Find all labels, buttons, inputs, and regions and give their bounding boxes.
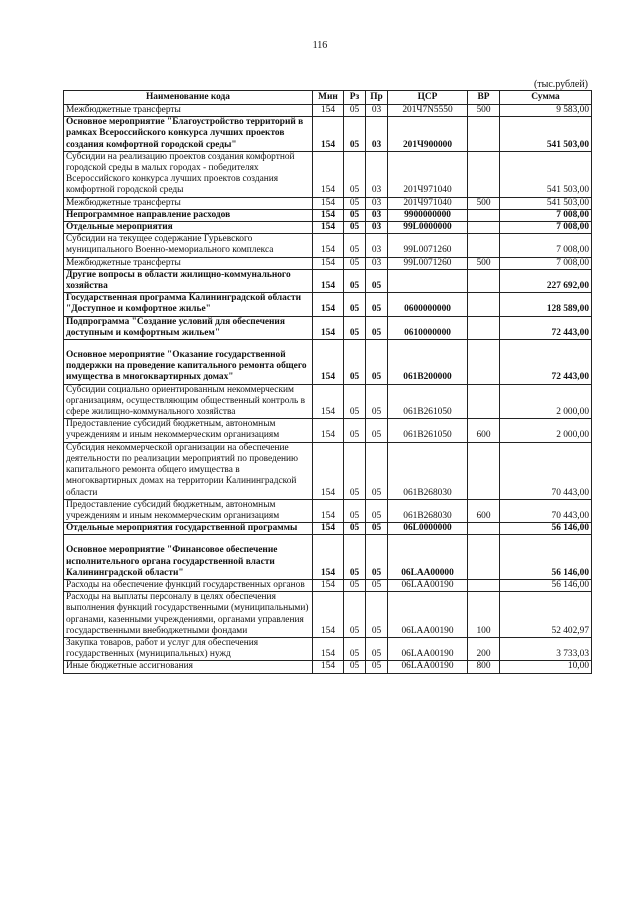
cell-vr [468,151,500,197]
cell-csr: 06L0000000 [388,523,468,535]
cell-csr: 201Ч971040 [388,197,468,209]
cell-min: 154 [313,579,344,591]
cell-name: Отдельные мероприятия [64,222,313,234]
cell-csr: 201Ч900000 [388,117,468,152]
cell-sum: 2 000,00 [500,419,592,442]
cell-csr: 06LAA00190 [388,579,468,591]
cell-vr [468,316,500,339]
cell-sum: 7 008,00 [500,257,592,269]
cell-pr: 05 [366,316,388,339]
cell-name: Закупка товаров, работ и услуг для обеспечения государственных (муниципальных) нужд [64,637,313,660]
cell-csr: 0600000000 [388,293,468,316]
table-row [64,637,592,660]
cell-pr: 03 [366,209,388,221]
cell-vr: 100 [468,592,500,638]
cell-rz: 05 [344,340,366,385]
cell-pr: 05 [366,523,388,535]
cell-rz: 05 [344,293,366,316]
cell-rz: 05 [344,579,366,591]
cell-rz: 05 [344,442,366,499]
table-row [64,269,592,292]
cell-name: Межбюджетные трансферты [64,197,313,209]
cell-pr: 03 [366,257,388,269]
cell-name: Предоставление субсидий бюджетным, автономным учреждениям и иным некоммерческим организациям [64,419,313,442]
cell-min: 154 [313,535,344,580]
cell-pr: 05 [366,269,388,292]
cell-sum: 7 008,00 [500,209,592,221]
table-row [64,579,592,591]
cell-rz: 05 [344,151,366,197]
cell-rz: 05 [344,523,366,535]
cell-vr [468,234,500,257]
cell-rz: 05 [344,234,366,257]
cell-pr: 05 [366,293,388,316]
cell-csr: 99L0000000 [388,222,468,234]
table-row [64,257,592,269]
cell-pr: 05 [366,535,388,580]
cell-vr [468,222,500,234]
cell-pr: 05 [366,592,388,638]
cell-pr: 05 [366,579,388,591]
cell-min: 154 [313,293,344,316]
cell-sum: 56 146,00 [500,535,592,580]
cell-name: Предоставление субсидий бюджетным, автономным учреждениям и иным некоммерческим организациям [64,499,313,522]
cell-vr [468,384,500,419]
cell-min: 154 [313,151,344,197]
table-row [64,499,592,522]
cell-name: Основное мероприятие "Финансовое обеспечение исполнительного органа государственной власти Калининградской области" [64,535,313,580]
table-row [64,340,592,385]
cell-min: 154 [313,523,344,535]
cell-sum: 7 008,00 [500,234,592,257]
cell-rz: 05 [344,535,366,580]
column-header-min: Мин [313,91,344,105]
cell-rz: 05 [344,661,366,673]
cell-csr: 061В268030 [388,442,468,499]
cell-vr [468,442,500,499]
cell-min: 154 [313,419,344,442]
cell-sum: 541 503,00 [500,151,592,197]
cell-csr: 99L0071260 [388,234,468,257]
cell-vr: 500 [468,105,500,117]
cell-name: Непрограммное направление расходов [64,209,313,221]
cell-pr: 05 [366,442,388,499]
table-body [64,105,592,674]
cell-csr: 9900000000 [388,209,468,221]
table-row [64,117,592,152]
cell-csr: 06LAA00190 [388,661,468,673]
cell-vr: 500 [468,257,500,269]
cell-sum: 9 583,00 [500,105,592,117]
cell-pr: 03 [366,234,388,257]
table-row [64,293,592,316]
cell-pr: 05 [366,499,388,522]
cell-pr: 03 [366,197,388,209]
cell-min: 154 [313,316,344,339]
cell-min: 154 [313,499,344,522]
cell-min: 154 [313,340,344,385]
cell-rz: 05 [344,269,366,292]
cell-name: Субсидии социально ориентированным некоммерческим организациям, осуществляющим общественный контроль в сфере жилищно-коммунального хозяйства [64,384,313,419]
cell-csr: 201Ч971040 [388,151,468,197]
table-row [64,535,592,580]
cell-sum: 56 146,00 [500,579,592,591]
cell-vr: 800 [468,661,500,673]
table-row [64,222,592,234]
cell-csr [388,269,468,292]
cell-sum: 72 443,00 [500,316,592,339]
cell-rz: 05 [344,316,366,339]
cell-sum: 56 146,00 [500,523,592,535]
cell-pr: 03 [366,105,388,117]
cell-pr: 03 [366,117,388,152]
cell-sum: 227 692,00 [500,269,592,292]
cell-rz: 05 [344,592,366,638]
cell-name: Субсидии на реализацию проектов создания комфортной городской среды в малых городах - победителях Всероссийского конкурса лучших проектов создания комфортной городской среды [64,151,313,197]
cell-vr [468,523,500,535]
table-header-row [64,91,592,105]
cell-vr: 600 [468,419,500,442]
cell-rz: 05 [344,105,366,117]
cell-csr: 061В268030 [388,499,468,522]
cell-sum: 70 443,00 [500,442,592,499]
cell-name: Основное мероприятие "Оказание государственной поддержки на проведение капитального ремонта общего имущества в многоквартирных домах" [64,340,313,385]
cell-min: 154 [313,117,344,152]
cell-vr [468,340,500,385]
cell-sum: 72 443,00 [500,340,592,385]
table-row [64,197,592,209]
column-header-vr: ВР [468,91,500,105]
cell-min: 154 [313,269,344,292]
cell-min: 154 [313,222,344,234]
cell-min: 154 [313,661,344,673]
cell-csr: 99L0071260 [388,257,468,269]
cell-rz: 05 [344,117,366,152]
cell-csr: 06LAA00190 [388,592,468,638]
cell-vr: 200 [468,637,500,660]
cell-min: 154 [313,197,344,209]
cell-vr [468,535,500,580]
cell-name: Расходы на выплаты персоналу в целях обеспечения выполнения функций государственными (муниципальными) органами, казенными учреждениями, органами управления государственными внебюджетными фондами [64,592,313,638]
cell-sum: 10,00 [500,661,592,673]
cell-csr: 201Ч7N5550 [388,105,468,117]
table-row [64,442,592,499]
cell-min: 154 [313,637,344,660]
cell-name: Основное мероприятие "Благоустройство территорий в рамках Всероссийского конкурса лучших проектов создания комфортной городской среды" [64,117,313,152]
cell-pr: 05 [366,637,388,660]
units-label: (тыс.рублей) [533,79,588,90]
cell-name: Субсидии на текущее содержание Гурьевского муниципального Военно-мемориального комплекса [64,234,313,257]
cell-min: 154 [313,384,344,419]
cell-vr [468,269,500,292]
cell-min: 154 [313,442,344,499]
table-row [64,384,592,419]
cell-csr: 061В261050 [388,384,468,419]
cell-name: Отдельные мероприятия государственной программы [64,523,313,535]
cell-vr: 500 [468,197,500,209]
cell-rz: 05 [344,499,366,522]
cell-vr [468,209,500,221]
cell-csr: 0610000000 [388,316,468,339]
cell-rz: 05 [344,257,366,269]
cell-pr: 05 [366,661,388,673]
page-number: 116 [312,40,328,51]
table-row [64,209,592,221]
cell-name: Межбюджетные трансферты [64,105,313,117]
cell-name: Государственная программа Калининградской области "Доступное и комфортное жилье" [64,293,313,316]
cell-sum: 7 008,00 [500,222,592,234]
cell-pr: 05 [366,384,388,419]
table-row [64,592,592,638]
cell-vr [468,117,500,152]
table-row [64,523,592,535]
cell-vr: 600 [468,499,500,522]
cell-name: Другие вопросы в области жилищно-коммунального хозяйства [64,269,313,292]
cell-rz: 05 [344,419,366,442]
cell-min: 154 [313,257,344,269]
cell-name: Подпрограмма "Создание условий для обеспечения доступным и комфортным жильем" [64,316,313,339]
cell-sum: 3 733,03 [500,637,592,660]
cell-pr: 03 [366,222,388,234]
cell-csr: 06LAA00000 [388,535,468,580]
cell-name: Межбюджетные трансферты [64,257,313,269]
column-header-rz: Рз [344,91,366,105]
table-row [64,419,592,442]
cell-name: Субсидия некоммерческой организации на обеспечение деятельности по реализации мероприятий по проведению капитального ремонта общего имущества в многоквартирных домах на территории Калининградской области [64,442,313,499]
column-header-name: Наименование кода [64,91,313,105]
cell-vr [468,293,500,316]
cell-sum: 128 589,00 [500,293,592,316]
cell-sum: 2 000,00 [500,384,592,419]
column-header-csr: ЦСР [388,91,468,105]
budget-table [63,90,592,674]
cell-rz: 05 [344,637,366,660]
cell-sum: 541 503,00 [500,117,592,152]
cell-csr: 06LAA00190 [388,637,468,660]
cell-sum: 52 402,97 [500,592,592,638]
cell-rz: 05 [344,222,366,234]
cell-pr: 03 [366,151,388,197]
cell-sum: 70 443,00 [500,499,592,522]
table-row [64,105,592,117]
cell-vr [468,579,500,591]
cell-pr: 05 [366,419,388,442]
cell-min: 154 [313,234,344,257]
column-header-sum: Сумма [500,91,592,105]
cell-csr: 061В261050 [388,419,468,442]
cell-csr: 061В200000 [388,340,468,385]
table-row [64,316,592,339]
cell-min: 154 [313,209,344,221]
cell-rz: 05 [344,197,366,209]
column-header-pr: Пр [366,91,388,105]
table-row [64,151,592,197]
cell-min: 154 [313,592,344,638]
cell-min: 154 [313,105,344,117]
cell-rz: 05 [344,384,366,419]
table-row [64,661,592,673]
cell-name: Расходы на обеспечение функций государственных органов [64,579,313,591]
cell-pr: 05 [366,340,388,385]
table-row [64,234,592,257]
cell-sum: 541 503,00 [500,197,592,209]
cell-rz: 05 [344,209,366,221]
cell-name: Иные бюджетные ассигнования [64,661,313,673]
